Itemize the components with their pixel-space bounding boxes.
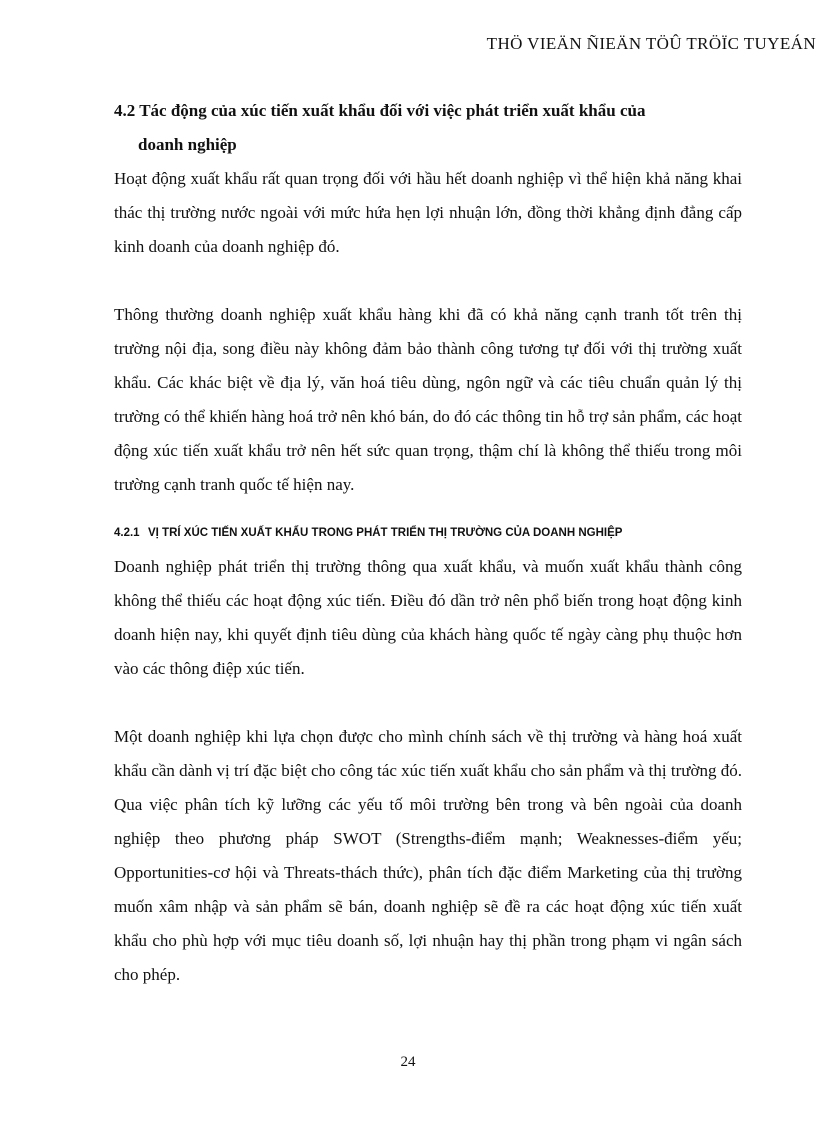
paragraph-1: Hoạt động xuất khẩu rất quan trọng đối với hầu hết doanh nghiệp vì thể hiện khả năng khai thác thị trường nước ngoài với mức hứa hẹn lợi nhuận lớn, đồng thời khẳng định đẳng cấp kinh doanh của doanh nghiệp đó. <box>114 169 742 256</box>
paragraph-spacer <box>114 686 742 720</box>
subsection-number: 4.2.1 <box>114 527 140 539</box>
paragraph-2: Thông thường doanh nghiệp xuất khẩu hàng khi đã có khả năng cạnh tranh tốt trên thị trường nội địa, song điều này không đảm bảo thành công tương tự đối với thị trường xuất khẩu. Các khác biệt về địa lý, văn hoá tiêu dùng, ngôn ngữ và các tiêu chuẩn quản lý thị trường có thể khiến hàng hoá trở nên khó bán, do đó các thông tin hỗ trợ sản phẩm, các hoạt động xúc tiến xuất khẩu trở nên hết sức quan trọng, thậm chí là không thể thiếu trong môi trường cạnh tranh quốc tế hiện nay. <box>114 305 742 494</box>
page-content <box>114 94 742 992</box>
section-heading-line2: doanh nghiệp <box>138 135 237 154</box>
subsection-title: VỊ TRÍ XÚC TIẾN XUẤT KHẨU TRONG PHÁT TRIỂN THỊ TRƯỜNG CỦA DOANH NGHIỆP <box>148 527 623 539</box>
section-heading <box>114 94 742 162</box>
paragraph-4: Một doanh nghiệp khi lựa chọn được cho mình chính sách về thị trường và hàng hoá xuất khẩu cần dành vị trí đặc biệt cho công tác xúc tiến xuất khẩu cho sản phẩm và thị trường đó. Qua việc phân tích kỹ lưỡng các yếu tố môi trường bên trong và bên ngoài của doanh nghiệp theo phương pháp SWOT (Strengths-điểm mạnh; Weaknesses-điểm yếu; Opportunities-cơ hội và Threats-thách thức), phân tích đặc điểm Marketing của thị trường muốn xâm nhập và sản phẩm sẽ bán, doanh nghiệp sẽ đề ra các hoạt động xúc tiến xuất khẩu cho phù hợp với mục tiêu doanh số, lợi nhuận hay thị phần trong phạm vi ngân sách cho phép. <box>114 727 742 984</box>
paragraph-spacer <box>114 264 742 298</box>
subsection-heading <box>114 522 742 544</box>
paragraph-3: Doanh nghiệp phát triển thị trường thông qua xuất khẩu, và muốn xuất khẩu thành công không thể thiếu các hoạt động xúc tiến. Điều đó dần trở nên phổ biến trong hoạt động kinh doanh hiện nay, khi quyết định tiêu dùng của khách hàng quốc tế ngày càng phụ thuộc hơn vào các thông điệp xúc tiến. <box>114 557 742 678</box>
section-heading-line1: 4.2 Tác động của xúc tiến xuất khẩu đối với việc phát triển xuất khẩu của <box>114 101 646 120</box>
page-header: THÖ VIEÄN ÑIEÄN TÖÛ TRÖÏC TUYEÁN <box>486 34 816 53</box>
page-number: 24 <box>400 1054 416 1070</box>
